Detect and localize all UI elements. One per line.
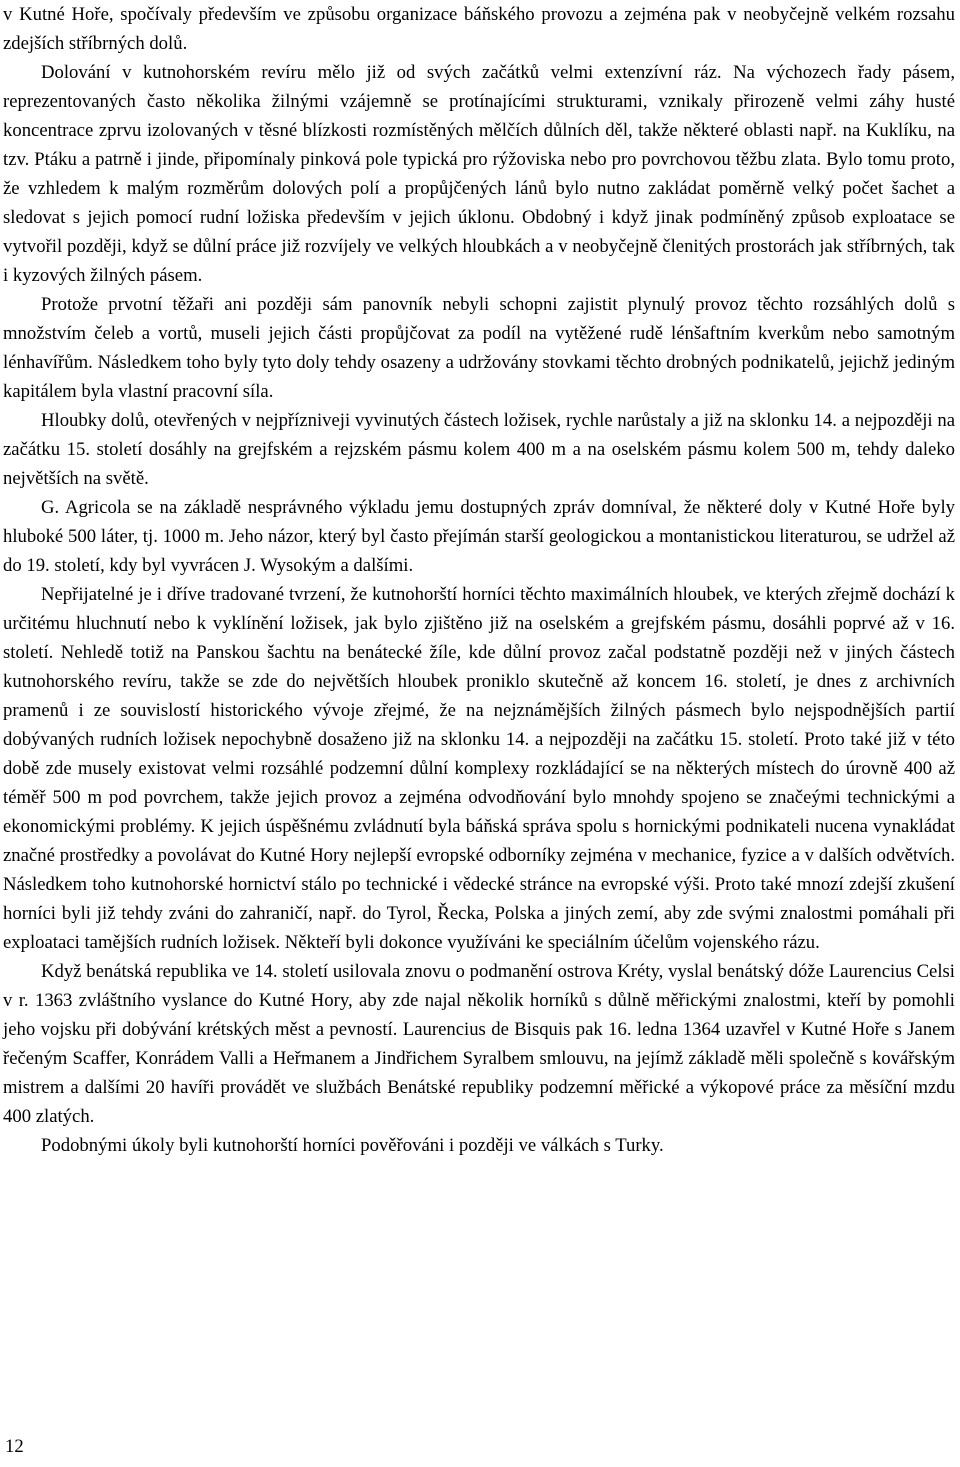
document-page	[3, 0, 955, 1160]
paragraph-venice-republic: Když benátská republika ve 14. století usilovala znovu o podmanění ostrova Kréty, vyslal benátský dóže Laurencius Celsi v r. 1363 zvláštního vyslance do Kutné Hory, aby zde najal několik horníků s důlně měřickými znalostmi, kteří by pomohli jeho vojsku při dobývání krétských měst a pevností. Laurencius de Bisquis pak 16. ledna 1364 uzavřel v Kutné Hoře s Janem řečeným Scaffer, Konrádem Valli a Heřmanem a Jindřichem Syralbem smlouvu, na jejímž základě měli společně s kovářským mistrem a dalšími 20 havíři provádět ve službách Benátské republiky podzemní měřické a výkopové práce za měsíční mzdu 400 zlatých.	[3, 961, 955, 1127]
paragraph-mine-depths: Hloubky dolů, otevřených v nejpřízniveji vyvinutých částech ložisek, rychle narůstaly a již na sklonku 14. a nejpozději na začátku 15. století dosáhly na grejfském a rejzském pásmu kolem 400 m a na oselském pásmu kolem 500 m, tehdy daleko největších na světě.	[3, 410, 955, 489]
paragraph-continuation: v Kutné Hoře, spočívaly především ve způsobu organizace báňského provozu a zejména pak v neobyčejně velkém rozsahu zdejších stříbrných dolů.	[3, 4, 955, 54]
paragraph-turkish-wars: Podobnými úkoly byli kutnohorští horníci pověřováni i později ve válkách s Turky.	[41, 1135, 664, 1156]
paragraph-extensive-mining: Dolování v kutnohorském revíru mělo již od svých začátků velmi extenzívní ráz. Na výchozech řady pásem, reprezentovaných často několika žilnými vzájemně se protínajícími strukturami, vznikaly přirozeně velmi záhy husté koncentrace zprvu izolovaných v těsné blízkosti rozmístěných mělčích důlních děl, takže některé oblasti např. na Kuklíku, na tzv. Ptáku a patrně i jinde, připomínaly pinková pole typická pro rýžoviska nebo pro povrchovou těžbu zlata. Bylo tomu proto, že vzhledem k malým rozměrům dolových polí a propůjčených lánů bylo nutno zakládat poměrně velký počet šachet a sledovat s jejich pomocí rudní ložiska především v jejich úklonu. Obdobný i když jinak podmíněný způsob exploatace se vytvořil později, když se důlní práce již rozvíjely ve velkých hloubkách a v neobyčejně členitých prostorách jak stříbrných, tak i kyzových žilných pásem.	[3, 62, 955, 286]
page-number: 12	[5, 1436, 24, 1457]
paragraph-agricola: G. Agricola se na základě nesprávného výkladu jemu dostupných zpráv domníval, že některé doly v Kutné Hoře byly hluboké 500 láter, tj. 1000 m. Jeho názor, který byl často přejímán starší geologickou a montanistickou literaturou, se udržel až do 19. století, kdy byl vyvrácen J. Wysokým a dalšími.	[3, 497, 955, 576]
paragraph-first-miners: Protože prvotní těžaři ani později sám panovník nebyli schopni zajistit plynulý provoz těchto rozsáhlých dolů s množstvím čeleb a vortů, museli jejich části propůjčovat za podíl na vytěžené rudě lénšaftním kverkům nebo samotným lénhavířům. Následkem toho byly tyto doly tehdy osazeny a udržovány stovkami těchto drobných podnikatelů, jejichž jediným kapitálem byla vlastní pracovní síla.	[3, 294, 955, 402]
paragraph-maximum-depths: Nepřijatelné je i dříve tradované tvrzení, že kutnohorští horníci těchto maximálních hloubek, ve kterých zřejmě dochází k určitému hluchnutí nebo k vyklínění ložisek, jak bylo zjištěno již na oselském a grejfském pásmu, dosáhli poprvé až v 16. století. Nehledě totiž na Panskou šachtu na benátecké žíle, kde důlní provoz začal podstatně později než v jiných částech kutnohorského revíru, takže se zde do největších hloubek proniklo skutečně až koncem 16. století, je dnes z archivních pramenů i ze souvislostí historického vývoje zřejmé, že na nejznámějších žilných pásmech bylo nejspodnějších partií dobývaných rudních ložisek nepochybně dosaženo již na sklonku 14. a nejpozději na začátku 15. století. Proto také již v této době zde musely existovat velmi rozsáhlé podzemní důlní komplexy rozkládající se na některých místech do úrovně 400 až téměř 500 m pod povrchem, takže jejich provoz a zejména odvodňování bylo mnohdy spojeno se značeými technickými a ekonomickými problémy. K jejich úspěšnému zvládnutí byla báňská správa spolu s hornickými podnikateli nucena vynakládat značné prostředky a povolávat do Kutné Hory nejlepší evropské odborníky zejména v mechanice, fyzice a v dalších odvětvích. Následkem toho kutnohorské hornictví stálo po technické i vědecké stránce na evropské výši. Proto také mnozí zdejší zkušení horníci byli již tehdy zváni do zahraničí, např. do Tyrol, Řecka, Polska a jiných zemí, aby zde svými znalostmi pomáhali při exploataci tamějších rudních ložisek. Někteří byli dokonce využíváni ke speciálním účelům vojenského rázu.	[3, 584, 955, 953]
